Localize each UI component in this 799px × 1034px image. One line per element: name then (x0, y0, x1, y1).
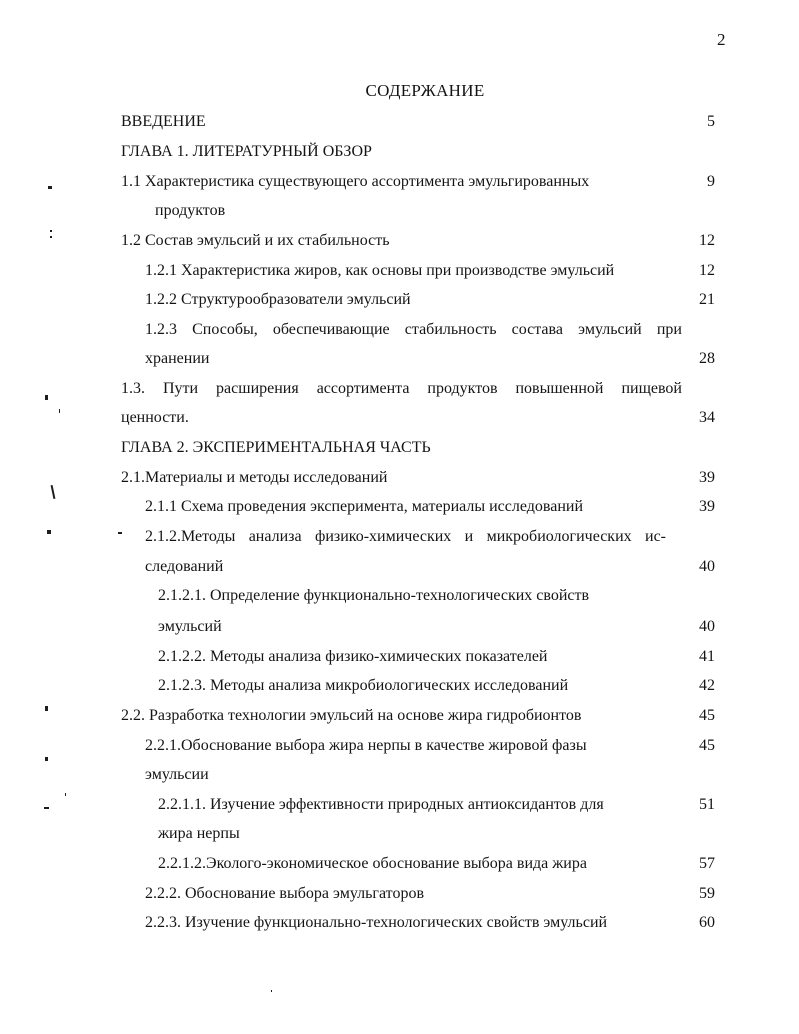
scan-mark (51, 485, 56, 499)
toc-page-2-1-2-3: 42 (699, 677, 715, 694)
toc-entry-chapter-2: ГЛАВА 2. ЭКСПЕРИМЕНТАЛЬНАЯ ЧАСТЬ (121, 439, 431, 456)
toc-entry-2-1-2-3: 2.1.2.3. Методы анализа микробиологических исследований (158, 677, 569, 694)
toc-entry-2-1-2-2: 2.1.2.2. Методы анализа физико-химических показателей (158, 648, 548, 665)
toc-page-1-2-3: 28 (699, 350, 715, 367)
scan-mark (45, 706, 48, 711)
toc-entry-2-1-2-1-cont: эмульсий (158, 618, 222, 635)
toc-entry-2-2-1-1: 2.2.1.1. Изучение эффективности природных антиоксидантов для (158, 796, 604, 813)
toc-entry-1-1: 1.1 Характеристика существующего ассортимента эмульгированных (121, 173, 590, 190)
toc-page-introduction: 5 (707, 113, 715, 130)
toc-entry-chapter-1: ГЛАВА 1. ЛИТЕРАТУРНЫЙ ОБЗОР (121, 143, 372, 160)
toc-page-2-1-2-1: 40 (699, 618, 715, 635)
toc-page-1-3: 34 (699, 409, 715, 426)
toc-entry-2-2-1-2: 2.2.1.2.Эколого-экономическое обоснование выбора вида жира (158, 855, 587, 872)
toc-title: СОДЕРЖАНИЕ (365, 81, 485, 100)
toc-entry-2-2: 2.2. Разработка технологии эмульсий на основе жира гидробионтов (121, 707, 582, 724)
toc-entry-1-2-2: 1.2.2 Структурообразователи эмульсий (145, 291, 411, 308)
toc-entry-2-2-3: 2.2.3. Изучение функционально-технологических свойств эмульсий (145, 914, 608, 931)
scan-mark (47, 530, 51, 534)
toc-entry-2-2-1-cont: эмульсии (145, 766, 209, 783)
scan-mark (50, 230, 52, 232)
toc-entry-2-1-2-1: 2.1.2.1. Определение функционально-технологических свойств (158, 587, 590, 604)
scan-mark (45, 395, 48, 400)
scan-mark (50, 236, 52, 238)
toc-page-1-2-1: 12 (699, 262, 715, 279)
page-number: 2 (717, 30, 726, 49)
toc-entry-1-3: 1.3. Пути расширения ассортимента продуктов повышенной пищевой (121, 380, 682, 397)
toc-page-2-2-1: 45 (699, 737, 715, 754)
toc-entry-2-2-1: 2.2.1.Обоснование выбора жира нерпы в качестве жировой фазы (145, 737, 587, 754)
scan-mark (59, 409, 60, 413)
scan-mark (45, 757, 48, 761)
toc-entry-2-1: 2.1.Материалы и методы исследований (121, 469, 388, 486)
scan-mark (44, 807, 49, 809)
toc-page-1-1: 9 (707, 173, 715, 190)
toc-entry-1-1-cont: продуктов (155, 202, 226, 219)
toc-page-2-1-1: 39 (699, 498, 715, 515)
toc-entry-1-2-3: 1.2.3 Способы, обеспечивающие стабильность состава эмульсий при (145, 321, 682, 338)
toc-page-2-2-2: 59 (699, 885, 715, 902)
scan-mark (48, 186, 52, 189)
toc-entry-1-2-1: 1.2.1 Характеристика жиров, как основы при производстве эмульсий (145, 262, 615, 279)
toc-page-2-2-3: 60 (699, 914, 715, 931)
toc-entry-2-2-1-1-cont: жира нерпы (158, 825, 240, 842)
toc-page-2-2: 45 (699, 707, 715, 724)
toc-entry-1-2: 1.2 Состав эмульсий и их стабильность (121, 232, 390, 249)
toc-entry-1-3-cont: ценности. (121, 409, 189, 426)
toc-entry-introduction: ВВЕДЕНИЕ (121, 113, 206, 130)
toc-page-2-1-2-2: 41 (699, 648, 715, 665)
toc-page-2-1-2: 40 (699, 558, 715, 575)
toc-page-1-2: 12 (699, 232, 715, 249)
scan-mark (271, 990, 272, 992)
toc-entry-1-2-3-cont: хранении (145, 350, 210, 367)
toc-page-2-2-1-1: 51 (699, 796, 715, 813)
toc-page-2-2-1-2: 57 (699, 855, 715, 872)
toc-page-2-1: 39 (699, 469, 715, 486)
toc-entry-2-1-2: 2.1.2.Методы анализа физико-химических и микробиологических ис- (145, 528, 666, 545)
toc-entry-2-2-2: 2.2.2. Обоснование выбора эмульгаторов (145, 885, 424, 902)
scan-mark (118, 532, 122, 534)
toc-entry-2-1-1: 2.1.1 Схема проведения эксперимента, материалы исследований (145, 498, 584, 515)
scan-mark (65, 793, 66, 796)
toc-entry-2-1-2-cont: следований (145, 558, 224, 575)
toc-page-1-2-2: 21 (699, 291, 715, 308)
